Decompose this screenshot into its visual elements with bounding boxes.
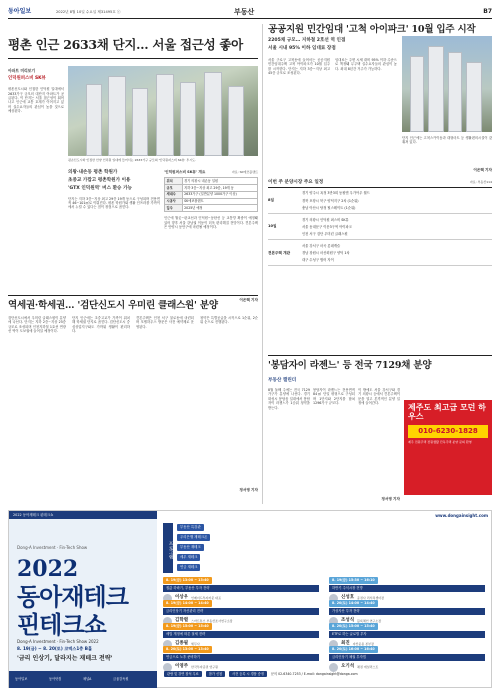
bongdam-col-1: 8월 둘째 주에는 전국 7129가구가 분양에 나선다. 경기 화성시 봉담읍 일대에서 봉담자이 라젠느가 1순위 청약을 받는다. [268, 388, 310, 410]
session-topic: ETF로 하는 글로벌 투자 [329, 631, 485, 638]
info-value: 경기 의왕시 내손동 일원 [182, 177, 257, 184]
speaker-name: 오기석 [341, 663, 355, 669]
bottom-pill-1: 관람 및 강연 참석 무료 [164, 671, 202, 677]
highlight-1: 의왕·내손동 평촌 학원가 [68, 170, 118, 175]
ad-title-2: 핀테크쇼 [17, 610, 106, 639]
session-topic: 금리인상기 자산관리 전략 [163, 608, 319, 615]
newspaper-logo: 동아일보 [8, 8, 32, 15]
house-ad-desc: 제주 전원주택 전원생활 단독주택 분양 문의 환영 [408, 440, 472, 445]
session-time: 8. 20(토) 13:00 ~ 13:40 [163, 646, 212, 653]
schedule-block [268, 180, 492, 350]
info-value: 2025년 예정 [182, 205, 257, 212]
divider [268, 355, 492, 356]
lead-brand-block [8, 68, 64, 237]
lead-col-1: 평촌신도시와 인접한 인덕원 일대에서 2633가구 규모의 대단지 아파트가 공급된다. 이 단지는 서울 접근성이 뛰어나고 인근에 교통 호재가 이어지고 있어 실수요자들의 관심이 높을 것으로 예상된다. [8, 87, 64, 114]
divider [8, 58, 258, 59]
info-table-row [165, 177, 258, 184]
schedule-item: 충남 아산시 탕정 힐스테이트 (1순위) [302, 205, 356, 210]
session-time: 8. 19(금) 14:00 ~ 14:40 [163, 600, 212, 607]
right-sub-2: 서울 시내 95% 이하 임대료 장점 [268, 46, 336, 51]
session-topic: 집값 하락기, 부동산 투자 전략 [163, 585, 319, 592]
speaker-role: 스마트튜브 부동산조사연구소장 [191, 618, 233, 623]
info-table-row [165, 191, 258, 198]
lead-col-2: 단지는 지하 3층~지상 최고 29층 19개 동으로 구성되며 전용면적 46~101㎡로 이뤄진다. 평촌 학원가와 생활 인프라를 가까이에서 누릴 수 있다는 점이 장점으로 꼽힌다. [68, 196, 160, 210]
schedule-source: 자료: 부동산114 [469, 180, 492, 184]
schedule-group [268, 214, 492, 240]
speaker-role: 한국투자증권 연구원 [191, 664, 219, 669]
info-value: 2633가구 (일반분양 1000가구 이상) [182, 191, 257, 198]
speaker-role: 증권사 리서치센터장 [357, 595, 385, 600]
speaker-name: 이상우 [175, 594, 189, 600]
info-key: 위치 [165, 177, 183, 184]
ad-kicker: Dong-A Investment · Fin-Tech Show [17, 545, 88, 550]
program-label: 프로그램 [163, 523, 173, 573]
speaker-role: 블록체인 연구소장 [357, 618, 382, 623]
schedule-item: 대구 수성구 범어 자이 [302, 257, 334, 262]
ad-program [159, 511, 492, 688]
program-row [177, 523, 208, 532]
sponsor-4: 금융감독원 [113, 677, 129, 681]
right-headline: 공공지원 민간임대 '고척 아이파크' 10월 입주 시작 [268, 24, 476, 35]
yeoksam-col-3: 견본주택은 인천 서구 불로동에 마련되며 모델하우스 방문은 사전 예약제로 운영된다. [136, 316, 194, 329]
session-topic: 하반기 주식시장 전망 [329, 585, 485, 592]
session-time: 8. 20(토) 15:00 ~ 15:40 [329, 623, 378, 630]
info-table-row [165, 205, 258, 212]
info-table-title: '인덕원퍼스비 SK뷰' 개요 [164, 170, 206, 174]
schedule-list [268, 188, 492, 266]
program-row [177, 543, 208, 552]
brand-tag: 아파트 미리보기 [8, 68, 35, 73]
info-table-block [164, 170, 258, 303]
right-col-3: 단지 인근에는 고척스카이돔과 대형마트 등 생활편의시설이 갖춰져 있다. [402, 136, 492, 145]
schedule-item: 서울 동대문구 이문3구역 아이파크 [302, 224, 352, 229]
ad-bottom-bar [164, 671, 484, 685]
right-col-2: 임대료는 주변 시세 대비 95% 이하 수준으로 책정돼 무주택 실수요자들의 관심이 높다. 최대 8년간 거주가 가능하다. [335, 58, 397, 71]
ad-slogan: '금리 인상기, 달라지는 재테크 전략' [17, 655, 113, 662]
ad-when: 8. 19(금) ~ 8. 20(토) 코엑스1층 B홀 [17, 646, 92, 651]
speaker-name: 조성식 [341, 617, 355, 623]
yeoksam-col-1: 검단신도시에서 우미린 클래스원이 분양에 나선다. 단지는 지하 2층~지상 25층 규모로 조성되며 인천지하철 1호선 연장선 역이 도보권에 들어설 예정이다. [8, 316, 66, 334]
session-topic: 세법 개정에 따른 절세 전략 [163, 631, 319, 638]
divider [8, 295, 258, 296]
lead-photo-caption: 평촌신도시와 인접한 안양 인덕원 일대에 들어서는 2633가구 규모의 '인덕원퍼스비 SK뷰' 투시도. [68, 158, 196, 162]
bottom-pill-2[interactable]: 참가 신청 [206, 671, 225, 677]
masthead [8, 7, 492, 19]
speaker-name: 이영주 [175, 663, 189, 669]
apartment-rendering-photo [68, 66, 258, 156]
highlight-3: 'GTX 인덕원역' 버스 환승 가능 [68, 186, 132, 192]
ad-left-panel [9, 511, 157, 688]
info-key: 세대수 [165, 191, 183, 198]
schedule-item: 경남 창원시 마산회원구 양덕 1차 [302, 250, 350, 255]
program-label-item: 부동산 재테크 [177, 544, 204, 551]
page-number: B7 [483, 8, 492, 15]
section-title: 부동산 [234, 8, 255, 16]
session-time: 8. 20(토) 14:00 ~ 14:40 [329, 600, 378, 607]
session-topic: 가상자산 투자 전략 [329, 608, 485, 615]
yeoksam-col-4: 청약은 특별공급을 시작으로 1순위, 2순위 순으로 진행된다. [200, 316, 258, 325]
ad-contact: 문의 02-6340-7253 / E-mail: dongainsight@donga.com [270, 672, 358, 676]
schedule-item: 경기 양주시 옥정 3만3회 동원엔 우가아우 월드 [302, 191, 370, 196]
bongdam-col-2: 봉담자이 라젠느는 전용면적 84㎡ 단일 평형으로 구성되며 1단지와 2단지를 합쳐 1296가구 규모다. [313, 388, 355, 406]
gocheok-aipark-photo [402, 36, 492, 132]
lead-col-3: 인근에 월곶~판교선과 인덕원~동탄선 등 교통망 확충이 예정돼 있어 향후 서울 강남권 이동이 더욱 편리해질 전망이다. 견본주택은 안양시 동안구에 마련될 예정이다. [164, 216, 258, 230]
ad-band: 2022 동아재테크 핀테크쇼 [9, 511, 157, 519]
sponsor-2: 동아닷컴 [49, 677, 62, 681]
info-table-row [165, 198, 258, 205]
yeoksam-col-2: 단지 인근에는 초중고교가 가까이 위치해 학세권 단지로 꼽힌다. 검단신도시 중심상업지구와도 가까워 생활이 편리하다. [72, 316, 130, 334]
schedule-group-label: 견본주택 개관 [268, 250, 291, 255]
schedule-group-label: 10일 [268, 224, 277, 229]
schedule-group [268, 188, 492, 214]
brand-name: 인덕원퍼스비 SK뷰 [8, 76, 46, 82]
info-value: 지하 3층~지상 최고 29층, 19개 동 [182, 184, 257, 191]
schedule-item: 서울 강서구 마곡 롯데캐슬 [302, 243, 341, 248]
house-ad-title: 제주도 최고급 모던 하우스 [408, 403, 486, 421]
session-topic: 연금으로 노후 준비하기 [163, 654, 319, 661]
speaker-role: 인베이드투자자문 대표 [191, 595, 221, 600]
ad-website[interactable]: www.dongainsight.com [435, 513, 488, 518]
program-label-item: 부동산 특강관 [177, 524, 204, 531]
info-table-row [165, 184, 258, 191]
lead-byline: 이은택 기자 [239, 298, 258, 303]
right-sub-1: 2205채 규모… 지하철 2호선 역 인접 [268, 38, 346, 43]
info-key: 시공사 [165, 198, 183, 205]
speaker-role: 세무사 [191, 641, 200, 646]
program-row [177, 533, 214, 542]
house-advertisement[interactable] [404, 400, 492, 495]
bottom-pill-3: 사전 등록 시 경품 증정 [229, 671, 267, 677]
sponsor-1: 동아일보 [15, 677, 28, 681]
speaker-role: 채권 애널리스트 [357, 664, 379, 669]
ad-sponsor-strip [9, 671, 157, 688]
yeoksam-byline: 정서영 기자 [239, 488, 258, 492]
column-divider [262, 24, 263, 504]
schedule-item: 경북 포항시 북구 양덕지구 2차 (1순위) [302, 198, 359, 203]
speaker-name: 김학렬 [175, 617, 189, 623]
highlight-2: 초중교 가깝고 평촌학원가 이용 [68, 178, 131, 184]
session-card[interactable] [329, 646, 485, 672]
program-label-item: 연금 재테크 [177, 564, 200, 571]
session-card[interactable] [163, 646, 319, 672]
yeoksam-headline: 역세권·학세권… '검단신도시 우미린 클래스원' 분양 [8, 300, 218, 311]
lead-headline: 평촌 인근 2633채 단지… 서울 접근성 좋아 [8, 37, 243, 52]
bongdam-headline: '봉담자이 라젠느' 등 전국 7129채 분양 [268, 360, 432, 371]
schedule-group [268, 240, 492, 266]
session-topic: 금리인상기 채권 투자법 [329, 654, 485, 661]
fintech-show-advertisement [8, 510, 492, 688]
speaker-name: 김종필 [175, 640, 189, 646]
ad-eng: Dong-A Investment · Fin-Tech Show 2022 [17, 639, 99, 644]
bongdam-byline: 정서영 기자 [381, 497, 400, 501]
info-table-source: 자료: SK에코플랜트 [231, 170, 258, 174]
session-time: 8. 19(금) 15:30 ~ 16:10 [329, 577, 378, 584]
issue-date: 2022년 8월 10일 수요일 제31495호 ⓒ [56, 10, 121, 14]
sponsor-3: 채널A [83, 677, 92, 681]
ad-year: 2022 [17, 556, 79, 582]
schedule-title: 이번 주 분양시장 주요 일정 [268, 180, 324, 185]
session-time: 8. 19(금) 15:00 ~ 15:40 [163, 623, 212, 630]
bongdam-tag: 부동산 캘린더 [268, 378, 297, 383]
speaker-name: 신성호 [341, 594, 355, 600]
program-row [177, 563, 204, 572]
program-row [177, 553, 204, 562]
program-label-item: 우리은행 재테크존 [177, 534, 210, 541]
session-time: 8. 19(금) 13:00 ~ 13:40 [163, 577, 212, 584]
house-ad-phone[interactable]: 010-6230-1828 [408, 425, 488, 438]
bongdam-col-3: 이 밖에도 서울 강서구와 경기 의왕시 등에서 견본주택이 문을 열고 본격적인 분양 일정에 들어간다. [358, 388, 400, 406]
schedule-item: 경기 의왕시 인덕원 퍼스비 SK뷰 [302, 217, 349, 222]
ad-title-1: 동아재테크 [17, 582, 128, 611]
speaker-name: 최진 [341, 640, 350, 646]
session-time: 8. 20(토) 16:00 ~ 16:40 [329, 646, 378, 653]
info-value: SK에코플랜트 [182, 198, 257, 205]
info-key: 입주 [165, 205, 183, 212]
info-table [164, 177, 258, 213]
right-byline: 이은택 기자 [473, 168, 492, 172]
schedule-item: 인천 서구 검단 우미린 클래스원 [302, 231, 348, 236]
schedule-group-label: 8일 [268, 198, 274, 203]
program-label-item: 세무 재테크 [177, 554, 200, 561]
speaker-role: 자산운용 본부장 [352, 641, 374, 646]
right-col-1: 서울 구로구 고척동에 들어서는 공공지원 민간임대주택 고척 아이파크가 10월 입주를 시작한다. 단지는 지하 3층~지상 최고 45층 규모로 조성된다. [268, 58, 330, 76]
highlights-box [68, 170, 160, 297]
info-key: 규모 [165, 184, 183, 191]
